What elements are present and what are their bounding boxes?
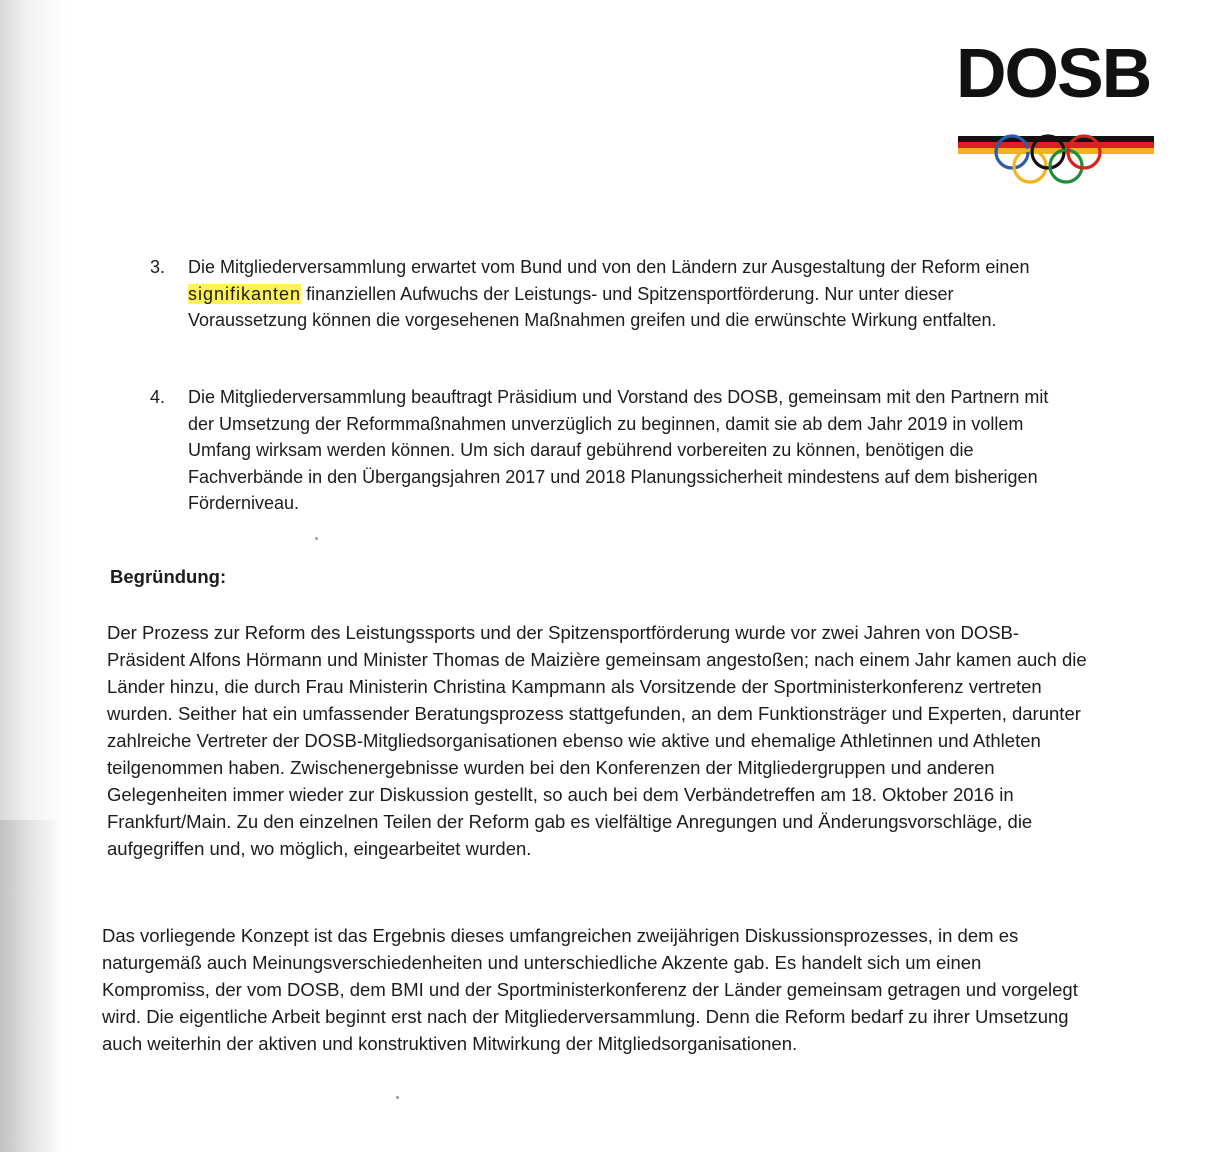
olympic-rings-icon [992, 130, 1122, 188]
scan-speck [315, 537, 318, 540]
item-text: Die Mitgliederversammlung beauftragt Präsidium und Vorstand des DOSB, gemeinsam mit den Partnern mit der Umsetzung der Reformmaßnahmen unverzüglich zu beginnen, damit sie ab dem Jahr 2019 in vollem Umfang wirksam werden können. Um sich darauf gebührend vorbereiten zu können, benötigen die Fachverbände in den Übergangsjahren 2017 und 2018 Planungssicherheit mindestens auf dem bisherigen Förderniveau. [188, 387, 1049, 513]
highlighted-word: signifikanten [188, 283, 302, 304]
logo-wordmark: DOSB [956, 34, 1151, 112]
item-text-start: Die Mitgliederversammlung erwartet vom Bund und von den Ländern zur Ausgestaltung der Reform einen [188, 257, 1030, 277]
paragraph: Der Prozess zur Reform des Leistungssports und der Spitzensportförderung wurde vor zwei Jahren von DOSB-Präsident Alfons Hörmann und Minister Thomas de Maizière gemeinsam angestoßen; nach einem Jahr kamen auch die Länder hinzu, die durch Frau Ministerin Christina Kampmann als Vorsitzende der Sportministerkonferenz vertreten wurden. Seither hat ein umfassender Beratungsprozess stattgefunden, an dem Funktionsträger und Experten, darunter zahlreiche Vertreter der DOSB-Mitgliedsorganisationen ebenso wie aktive und ehemalige Athletinnen und Athleten teilgenommen haben. Zwischenergebnisse wurden bei den Konferenzen der Mitgliedergruppen und anderen Gelegenheiten immer wieder zur Diskussion gestellt, so auch bei dem Verbändetreffen am 18. Oktober 2016 in Frankfurt/Main. Zu den einzelnen Teilen der Reform gab es vielfältige Anregungen und Änderungsvorschläge, die aufgegriffen und, wo möglich, eingearbeitet wurden. [107, 622, 1087, 859]
item-text-end: finanziellen Aufwuchs der Leistungs- und Spitzensportförderung. Nur unter dieser Voraussetzung können die vorgesehenen Maßnahmen greifen und die erwünschte Wirkung entfalten. [188, 283, 997, 330]
section-heading: Begründung: [110, 566, 227, 587]
item-number: 3. [150, 257, 166, 277]
item-text [188, 254, 1068, 334]
item-number: 4. [150, 387, 166, 407]
dosb-logo [956, 34, 1162, 188]
paragraph: Das vorliegende Konzept ist das Ergebnis dieses umfangreichen zweijährigen Diskussionsprozesses, in dem es naturgemäß auch Meinungsverschiedenheiten und unterschiedliche Akzente gab. Es handelt sich um einen Kompromiss, der vom DOSB, dem BMI und der Sportministerkonferenz der Länder gemeinsam getragen und vorgelegt wird. Die eigentliche Arbeit beginnt erst nach der Mitgliederversammlung. Denn die Reform bedarf zu ihrer Umsetzung auch weiterhin der aktiven und konstruktiven Mitwirkung der Mitgliedsorganisationen. [102, 925, 1078, 1054]
scan-speck [396, 1096, 399, 1099]
